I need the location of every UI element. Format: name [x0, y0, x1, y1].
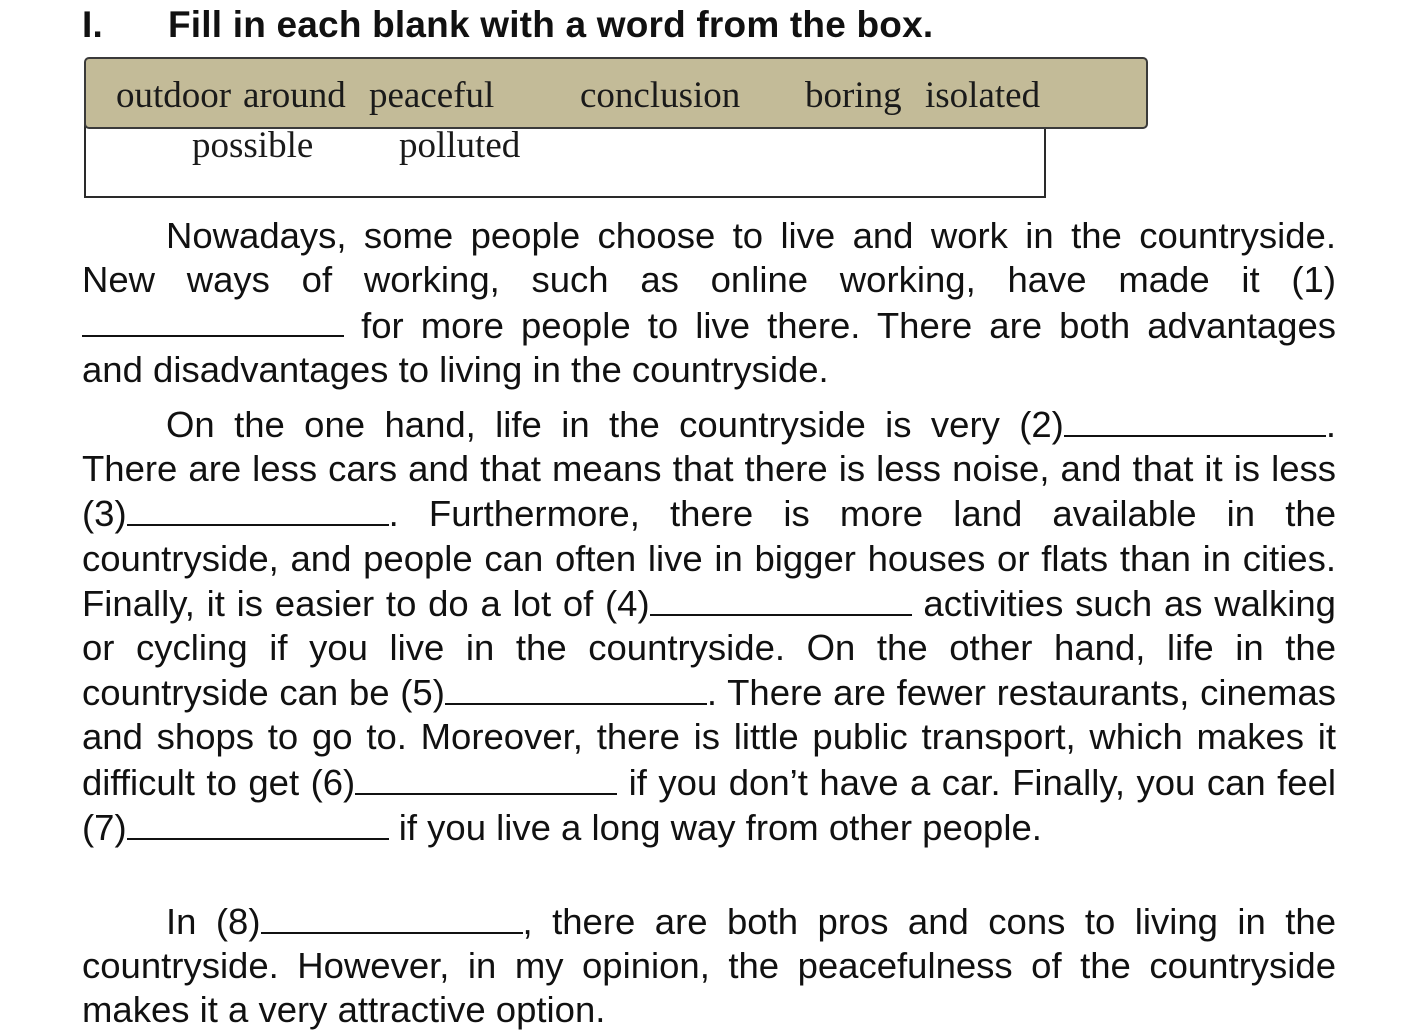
- exercise-instruction: Fill in each blank with a word from the box.: [168, 4, 934, 45]
- exercise-heading: [82, 4, 933, 46]
- word-box-item: isolated: [925, 75, 1041, 116]
- passage-text: for more people to live there. There are both advantages and disadvantages to living in the countryside.: [82, 304, 1336, 390]
- blank-2[interactable]: [1064, 402, 1326, 437]
- passage-text: Nowadays, some people choose to live and work in the countryside. New ways of working, such as online working, have made it (1): [82, 215, 1336, 301]
- blank-7[interactable]: [127, 805, 389, 840]
- exercise-number: I.: [82, 4, 103, 45]
- passage-text: In (8): [166, 900, 261, 942]
- passage-text: . There are less cars and that means that there is less noise, and that it is less (3): [82, 403, 1336, 535]
- blank-8[interactable]: [261, 899, 523, 934]
- paragraph-conclusion: [82, 899, 1336, 1033]
- passage-text: On the one hand, life in the countryside is very (2): [166, 403, 1064, 445]
- passage-text: , there are both pros and cons to living in the countryside. However, in my opinion, the peacefulness of the countryside makes it a very attractive option.: [82, 900, 1336, 1031]
- blank-1[interactable]: [82, 303, 344, 338]
- word-box-item: possible: [192, 125, 314, 166]
- word-box-item: outdoor: [116, 75, 232, 116]
- word-box-item: polluted: [399, 125, 521, 166]
- blank-3[interactable]: [127, 491, 389, 526]
- paragraph-introduction: [82, 214, 1336, 392]
- word-box-item: boring: [805, 75, 902, 116]
- word-box-item: around: [243, 75, 346, 116]
- passage-text: . Furthermore, there is more land available in the countryside, and people can often live in bigger houses or flats than in cities. Finally, it is easier to do a lot of (4): [82, 493, 1336, 624]
- blank-5[interactable]: [445, 670, 707, 705]
- passage-text: . There are fewer restaurants, cinemas and shops to go to. Moreover, there is little public transport, which makes it difficult to get (6): [82, 672, 1336, 803]
- word-box-item: conclusion: [580, 75, 741, 116]
- paragraph-body: [82, 402, 1336, 850]
- passage-text: activities such as walking or cycling if you live in the countryside. On the other hand, life in the countryside can be (5): [82, 582, 1336, 714]
- blank-4[interactable]: [650, 581, 912, 616]
- passage-text: if you don’t have a car. Finally, you can feel (7): [82, 761, 1337, 848]
- blank-6[interactable]: [355, 760, 617, 795]
- word-box-item: peaceful: [369, 75, 495, 116]
- passage-text: if you live a long way from other people.: [388, 806, 1042, 848]
